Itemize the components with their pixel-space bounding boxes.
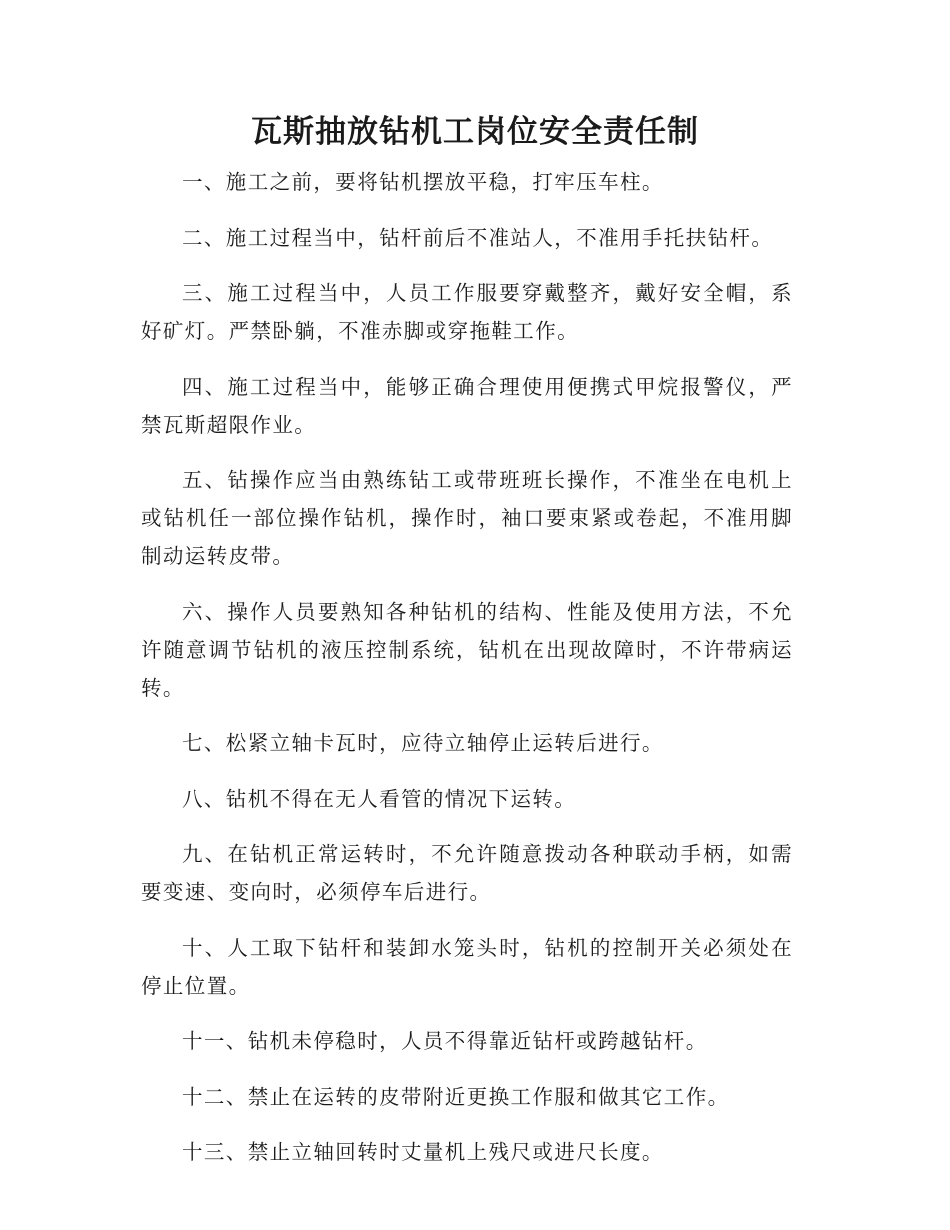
clause-1: 一、施工之前，要将钻机摆放平稳，打牢压车柱。 [182,170,664,194]
clause-5: 五、钻操作应当由熟练钻工或带班班长操作，不准坐在电机上或钻机任一部位操作钻机，操作时，袖口要束紧或卷起，不准用脚制动运转皮带。 [141,468,793,568]
clause-4: 四、施工过程当中，能够正确合理使用便携式甲烷报警仪，严禁瓦斯超限作业。 [141,374,793,437]
document-body [141,163,793,1189]
clause-7: 七、松紧立轴卡瓦时，应待立轴停止运转后进行。 [182,731,664,755]
clause-12: 十二、禁止在运转的皮带附近更换工作服和做其它工作。 [182,1084,730,1109]
clause-10: 十、人工取下钻杆和装卸水笼头时，钻机的控制开关必须处在停止位置。 [141,935,793,998]
clause-6: 六、操作人员要熟知各种钻机的结构、性能及使用方法，不允许随意调节钻机的液压控制系统，钻机在出现故障时，不许带病运转。 [141,599,793,700]
clause-11: 十一、钻机未停稳时，人员不得靠近钻杆或跨越钻杆。 [182,1029,708,1053]
clause-9: 九、在钻机正常运转时，不允许随意拨动各种联动手柄，如需要变速、变向时，必须停车后进行。 [141,842,793,904]
document-title: 瓦斯抽放钻机工岗位安全责任制 [251,114,699,150]
clause-2: 二、施工过程当中，钻杆前后不准站人，不准用手托扶钻杆。 [182,225,774,250]
clause-8: 八、钻机不得在无人看管的情况下运转。 [182,786,577,811]
clause-13: 十三、禁止立轴回转时丈量机上残尺或进尺长度。 [182,1140,664,1164]
clause-3: 三、施工过程当中，人员工作服要穿戴整齐，戴好安全帽，系好矿灯。严禁卧躺，不准赤脚或穿拖鞋工作。 [141,281,793,343]
